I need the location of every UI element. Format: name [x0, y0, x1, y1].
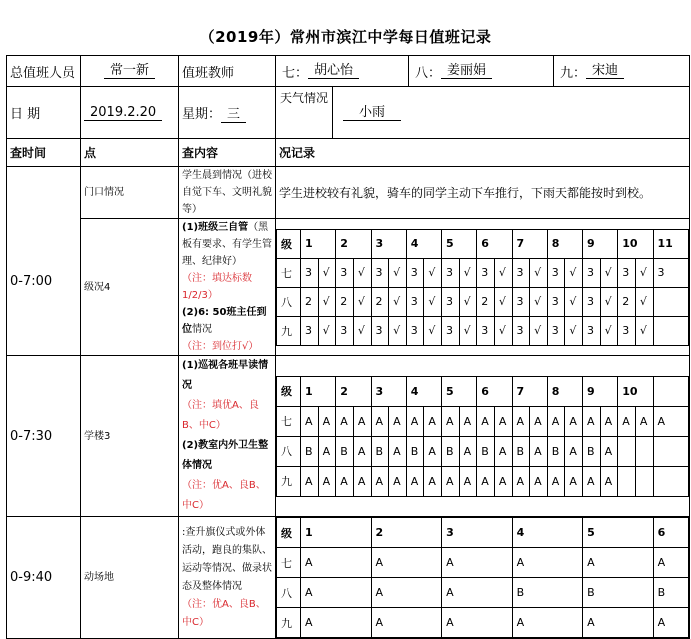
grid-cell: B: [583, 578, 654, 608]
grid-cell: √: [494, 287, 512, 316]
grid-cell: A: [459, 436, 477, 466]
grid-cell: 3: [371, 258, 389, 287]
date-cell: [81, 87, 179, 139]
grid-cell: A: [565, 436, 583, 466]
grid-row: [277, 406, 689, 436]
grid-cell: A: [547, 406, 565, 436]
grid-cell: A: [512, 466, 530, 496]
s3-item-b-red: （注：优A、良B、中C）: [182, 480, 266, 511]
grade7-teacher: [276, 56, 409, 86]
grid-col-header: 1: [301, 376, 336, 406]
grid-cell: A: [353, 436, 371, 466]
grid-cell: 3: [583, 316, 601, 345]
grid-row: [277, 578, 689, 608]
grid-col-header: 6: [477, 376, 512, 406]
grid-cell: 3: [547, 258, 565, 287]
section3-grid-cell: [276, 356, 690, 517]
grid-cell: 3: [336, 316, 354, 345]
grid-cell: A: [565, 406, 583, 436]
grid-col-header: 1: [301, 229, 336, 258]
grid-cell: B: [371, 436, 389, 466]
grid-col-header: 2: [371, 518, 442, 548]
grid-cell: A: [406, 406, 424, 436]
duty-record-form: [6, 55, 690, 639]
grid-cell: 3: [653, 258, 688, 287]
weekday-value: 三: [221, 107, 246, 123]
grid-col-header: 11: [653, 229, 688, 258]
grid-cell: B: [512, 436, 530, 466]
teacher-names: [276, 56, 690, 87]
grid-cell: 3: [547, 316, 565, 345]
grid-cell: 3: [406, 316, 424, 345]
grid-header-label: 级: [277, 229, 301, 258]
grid-cell: √: [459, 316, 477, 345]
grid-cell: √: [389, 258, 407, 287]
grid-cell: 3: [406, 287, 424, 316]
grid-cell: A: [583, 406, 601, 436]
section4-grid: [276, 517, 689, 638]
grid-cell: √: [565, 258, 583, 287]
grid-cell: √: [635, 287, 653, 316]
grid-cell: 3: [406, 258, 424, 287]
grid-cell: A: [600, 406, 618, 436]
grid-row: [277, 466, 689, 496]
grid-header-label: 级: [277, 376, 301, 406]
section1-record: 学生进校较有礼貌，骑车的同学主动下车推行，下雨天都能按时到校。: [276, 167, 690, 219]
grid-cell: 3: [512, 316, 530, 345]
grid-cell: 3: [442, 258, 460, 287]
grade8-label: 八：: [415, 65, 442, 81]
grid-col-header: 5: [442, 376, 477, 406]
grid-cell: √: [353, 287, 371, 316]
grid-cell: √: [424, 258, 442, 287]
grid-cell: 3: [371, 316, 389, 345]
section2-content: [179, 219, 276, 356]
s3-item-b: (2)教室内外卫生整体情况: [182, 440, 269, 471]
grid-row: [277, 548, 689, 578]
grid-row: [277, 608, 689, 638]
grid-col-header: 4: [406, 229, 441, 258]
grid-cell: A: [424, 406, 442, 436]
grid-cell: B: [547, 436, 565, 466]
s2-item-a-note: （黑板有要求、有学生管理、纪律好）: [182, 222, 272, 267]
grid-grade-label: 七: [277, 258, 301, 287]
grid-cell: A: [442, 406, 460, 436]
grid-cell: A: [653, 608, 688, 638]
grid-cell: A: [600, 466, 618, 496]
grid-cell: A: [494, 406, 512, 436]
grid-cell: A: [530, 436, 548, 466]
header-location: 点: [81, 139, 179, 167]
grid-cell: 3: [583, 258, 601, 287]
grid-cell: √: [530, 258, 548, 287]
grid-grade-label: 九: [277, 316, 301, 345]
leader-label: 总值班人员: [7, 56, 81, 87]
grid-row: [277, 436, 689, 466]
grid-cell: B: [406, 436, 424, 466]
header-content: 查内容: [179, 139, 276, 167]
section3-location: 学楼3: [81, 356, 179, 517]
grid-col-header: 5: [442, 229, 477, 258]
grid-cell: A: [318, 466, 336, 496]
header-time: 查时间: [7, 139, 81, 167]
grid-cell: A: [459, 406, 477, 436]
grid-grade-label: 七: [277, 406, 301, 436]
grid-cell: 3: [336, 258, 354, 287]
grid-col-header: 5: [583, 518, 654, 548]
grid-col-header: 4: [512, 518, 583, 548]
grid-cell: A: [353, 406, 371, 436]
grid-cell: √: [600, 287, 618, 316]
grid-cell: B: [442, 436, 460, 466]
time-cell-3: 0-7:30: [7, 356, 81, 517]
grid-cell: A: [406, 466, 424, 496]
grid-cell: A: [301, 466, 319, 496]
grid-cell: A: [318, 406, 336, 436]
s2-item-a: (1)班级三自管: [182, 222, 249, 233]
grade9-name: 宋迪: [586, 63, 624, 79]
grid-row: [277, 287, 689, 316]
grid-cell: A: [583, 608, 654, 638]
grid-cell: √: [565, 316, 583, 345]
grid-cell: A: [442, 608, 513, 638]
grid-cell: [653, 287, 688, 316]
grid-cell: 2: [371, 287, 389, 316]
grid-cell: √: [424, 287, 442, 316]
grid-col-header: 2: [336, 229, 371, 258]
grid-cell: A: [371, 548, 442, 578]
grid-cell: √: [635, 258, 653, 287]
grid-cell: √: [635, 316, 653, 345]
grid-header-label: 级: [277, 518, 301, 548]
grid-cell: B: [477, 436, 495, 466]
section3-content: [179, 356, 276, 517]
s2-item-b-red: （注：到位打√）: [182, 341, 259, 352]
s3-item-a: (1)巡视各班早读情况: [182, 360, 269, 391]
grid-col-header: 1: [301, 518, 372, 548]
grid-cell: A: [494, 466, 512, 496]
grid-col-header: 3: [442, 518, 513, 548]
grid-grade-label: 八: [277, 578, 301, 608]
grid-cell: [618, 466, 636, 496]
grid-row: [277, 316, 689, 345]
grid-col-header: 10: [618, 229, 653, 258]
grid-cell: A: [389, 466, 407, 496]
grid-col-header: 2: [336, 376, 371, 406]
grid-cell: 3: [442, 316, 460, 345]
grid-cell: A: [600, 436, 618, 466]
grid-cell: [653, 316, 688, 345]
grid-cell: √: [459, 287, 477, 316]
section4-location: 动场地: [81, 517, 179, 639]
section3-grid: [276, 376, 689, 497]
grid-cell: A: [424, 436, 442, 466]
grid-cell: A: [512, 406, 530, 436]
grid-cell: A: [477, 466, 495, 496]
grid-col-header: 3: [371, 376, 406, 406]
grid-cell: 3: [512, 258, 530, 287]
grid-cell: 3: [583, 287, 601, 316]
grid-cell: 2: [301, 287, 319, 316]
grid-cell: A: [336, 466, 354, 496]
grid-cell: A: [494, 436, 512, 466]
section2-grid-cell: [276, 219, 690, 356]
section1-content: 学生晨到情况（进校自觉下车、文明礼貌等）: [179, 167, 276, 219]
grid-cell: √: [424, 316, 442, 345]
grid-col-header: [653, 376, 688, 406]
grid-col-header: 9: [583, 376, 618, 406]
grid-cell: √: [600, 316, 618, 345]
grid-cell: 3: [618, 258, 636, 287]
grid-cell: 3: [618, 316, 636, 345]
grid-cell: A: [547, 466, 565, 496]
date-value: 2019.2.20: [84, 105, 162, 121]
leader-name: 常一新: [104, 63, 155, 79]
grid-cell: √: [318, 258, 336, 287]
grid-cell: [653, 436, 688, 466]
grid-cell: A: [301, 608, 372, 638]
grid-cell: √: [459, 258, 477, 287]
grid-cell: [653, 466, 688, 496]
grid-cell: √: [530, 287, 548, 316]
grid-cell: A: [512, 548, 583, 578]
grid-cell: [635, 466, 653, 496]
grid-cell: A: [618, 406, 636, 436]
time-cell-4: 0-9:40: [7, 517, 81, 639]
grid-cell: A: [442, 466, 460, 496]
leader-name-cell: [81, 56, 179, 87]
grid-cell: A: [459, 466, 477, 496]
grid-cell: A: [371, 578, 442, 608]
grid-cell: A: [371, 406, 389, 436]
s4-item-red: （注：优A、良B、中C）: [182, 598, 266, 628]
grid-grade-label: 九: [277, 608, 301, 638]
grid-cell: A: [530, 466, 548, 496]
weekday-label: 星期：: [182, 106, 222, 122]
grade8-name: 姜丽娟: [441, 63, 492, 79]
grid-cell: B: [336, 436, 354, 466]
date-label: 日 期: [7, 87, 81, 139]
grid-cell: A: [301, 406, 319, 436]
grade9-teacher: [554, 62, 624, 81]
grid-cell: √: [353, 258, 371, 287]
grid-col-header: 6: [477, 229, 512, 258]
grid-cell: A: [583, 548, 654, 578]
grid-col-header: 7: [512, 229, 547, 258]
grid-cell: 2: [477, 287, 495, 316]
grid-cell: 3: [547, 287, 565, 316]
grid-col-header: 3: [371, 229, 406, 258]
grid-cell: [618, 436, 636, 466]
grid-cell: [635, 436, 653, 466]
grid-cell: √: [530, 316, 548, 345]
grid-grade-label: 八: [277, 287, 301, 316]
grid-cell: A: [371, 608, 442, 638]
grade8-teacher: [409, 56, 554, 86]
grid-col-header: 8: [547, 229, 582, 258]
grade7-name: 胡心怡: [308, 63, 359, 79]
section1-location: 门口情况: [81, 167, 179, 219]
grid-cell: 2: [336, 287, 354, 316]
grid-cell: √: [494, 316, 512, 345]
grid-cell: B: [512, 578, 583, 608]
grid-cell: 3: [442, 287, 460, 316]
s2-item-b-tail: 情况: [192, 324, 212, 335]
grid-cell: B: [301, 436, 319, 466]
grid-cell: 3: [301, 258, 319, 287]
grid-cell: √: [565, 287, 583, 316]
weather-cell: [276, 87, 690, 139]
grid-cell: √: [494, 258, 512, 287]
s3-item-a-red: （注：填优A、良B、中C）: [182, 400, 259, 431]
section4-content: [179, 517, 276, 639]
grid-cell: 3: [512, 287, 530, 316]
grid-cell: A: [336, 406, 354, 436]
grid-cell: √: [389, 287, 407, 316]
grid-cell: 3: [477, 258, 495, 287]
grid-cell: √: [353, 316, 371, 345]
grid-cell: A: [635, 406, 653, 436]
grid-cell: A: [583, 466, 601, 496]
weather-value-wrap: [333, 87, 401, 138]
weather-label: 天气情况: [276, 87, 333, 138]
grid-cell: √: [600, 258, 618, 287]
grid-cell: A: [442, 578, 513, 608]
time-cell-1: [7, 167, 81, 356]
s2-item-a-red: （注：填达标数1/2/3）: [182, 273, 252, 301]
grid-cell: √: [318, 316, 336, 345]
grid-cell: B: [583, 436, 601, 466]
grid-cell: A: [530, 406, 548, 436]
grid-col-header: 4: [406, 376, 441, 406]
section2-time: 0-7:00: [10, 273, 53, 289]
grid-col-header: 10: [618, 376, 653, 406]
grid-cell: A: [424, 466, 442, 496]
grid-col-header: 7: [512, 376, 547, 406]
grid-cell: √: [389, 316, 407, 345]
grid-cell: A: [389, 406, 407, 436]
grid-cell: A: [565, 466, 583, 496]
weekday-cell: [179, 87, 276, 139]
grid-col-header: 8: [547, 376, 582, 406]
grid-cell: A: [477, 406, 495, 436]
s4-item: :查升旗仪式或外体活动，跑良的集队、运动等情况、做录状态及整体情况: [182, 526, 272, 592]
header-record: 况记录: [276, 139, 690, 167]
weather-value: 小雨: [343, 105, 401, 121]
grid-cell: 2: [618, 287, 636, 316]
grid-cell: B: [653, 578, 688, 608]
grid-cell: A: [301, 548, 372, 578]
s2-item-b: (2)6: 50班主任到位: [182, 307, 267, 335]
grid-cell: A: [353, 466, 371, 496]
grid-cell: A: [512, 608, 583, 638]
grid-cell: A: [653, 548, 688, 578]
grid-grade-label: 七: [277, 548, 301, 578]
grid-grade-label: 八: [277, 436, 301, 466]
grid-cell: A: [318, 436, 336, 466]
grid-col-header: 9: [583, 229, 618, 258]
grid-col-header: 6: [653, 518, 688, 548]
grid-grade-label: 九: [277, 466, 301, 496]
section2-grid: [276, 229, 689, 346]
grid-cell: A: [371, 466, 389, 496]
teacher-label: 值班教师: [179, 56, 276, 87]
grid-cell: A: [301, 578, 372, 608]
grid-cell: 3: [477, 316, 495, 345]
grade7-label: 七：: [282, 65, 309, 81]
grid-cell: √: [318, 287, 336, 316]
grid-cell: A: [389, 436, 407, 466]
grid-cell: A: [442, 548, 513, 578]
grid-cell: A: [653, 406, 688, 436]
grid-row: [277, 258, 689, 287]
page-title: （2019年）常州市滨江中学每日值班记录: [199, 28, 492, 46]
grid-cell: 3: [301, 316, 319, 345]
grade9-label: 九：: [560, 65, 587, 81]
section2-location: 级况4: [81, 219, 179, 356]
section4-grid-cell: [276, 517, 690, 639]
